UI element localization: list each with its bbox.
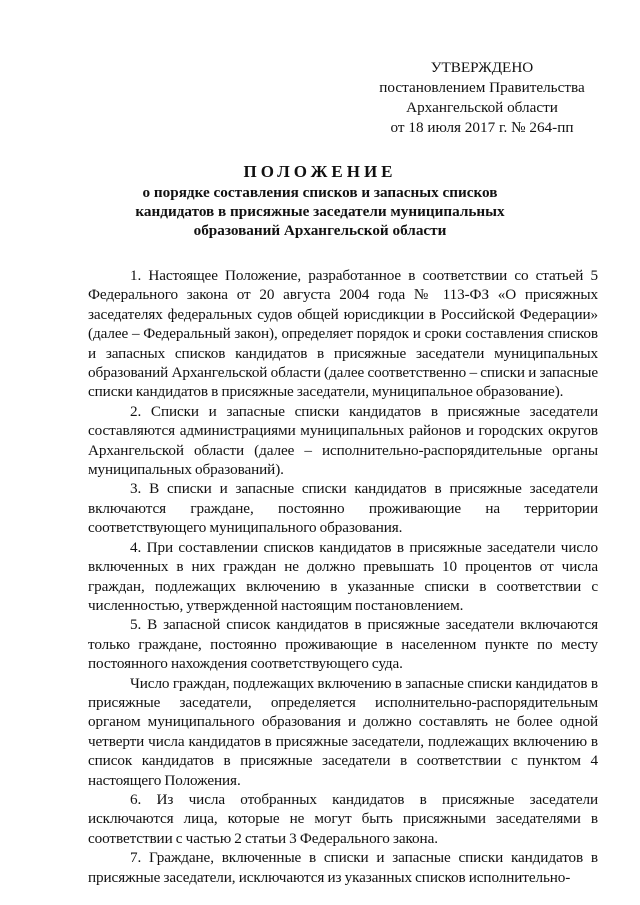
paragraph-5: 5. В запасной список кандидатов в присяжные заседатели включаются только граждане, постоянно проживающие в населенном пункте по месту постоянного нахождения соответствующего суда. [88, 616, 598, 673]
document-subtitle-line-2: кандидатов в присяжные заседатели муниципальных [135, 203, 505, 220]
paragraph-3: 3. В списки и запасные списки кандидатов в присяжные заседатели включаются граждане, постоянно проживающие на территории соответствующего муниципального образования. [88, 480, 598, 537]
paragraph-6: 6. Из числа отобранных кандидатов в присяжные заседатели исключаются лица, которые не могут быть присяжными заседателями в соответствии с частью 2 статьи 3 Федерального закона. [88, 790, 598, 847]
document-subtitle-line-1: о порядке составления списков и запасных списков [142, 184, 498, 201]
approval-heading: УТВЕРЖДЕНО [430, 59, 534, 76]
approval-region: Архангельской области [406, 99, 558, 116]
paragraph-5-continued: Число граждан, подлежащих включению в запасные списки кандидатов в присяжные заседатели, определяется исполнительно-распорядительным органом муниципального образования и должно составлять не более одной четверти числа кандидатов в присяжные заседатели, подлежащих включению в список кандидатов в присяжные заседатели в соответствии с пунктом 4 настоящего Положения. [88, 674, 598, 789]
approval-date-number: от 18 июля 2017 г. № 264-пп [390, 119, 574, 136]
paragraph-4: 4. При составлении списков кандидатов в присяжные заседатели число включенных в них граждан не должно превышать 10 процентов от числа граждан, подлежащих включению в указанные списки в соответствии с численностью, утвержденной настоящим постановлением. [88, 538, 598, 614]
approval-issuer: постановлением Правительства [379, 79, 585, 96]
paragraph-2: 2. Списки и запасные списки кандидатов в присяжные заседатели составляются администрациями муниципальных районов и городских округов Архангельской области (далее – исполнительно-распорядительные органы муниципальных образований). [88, 402, 598, 479]
document-body [88, 266, 598, 887]
approval-stamp [350, 58, 614, 138]
document-title: ПОЛОЖЕНИЕ [243, 162, 397, 181]
paragraph-7: 7. Граждане, включенные в списки и запасные списки кандидатов в присяжные заседатели, исключаются из указанных списков исполнительно- [88, 849, 598, 886]
paragraph-1: 1. Настоящее Положение, разработанное в соответствии со статьей 5 Федерального закона от 20 августа 2004 года № 113-ФЗ «О присяжных заседателях федеральных судов общей юрисдикции в Российской Федерации» (далее – Федеральный закон), определяет порядок и сроки составления списков и запасных списков кандидатов в присяжные заседатели муниципальных образований Архангельской области (далее соответственно – списки и запасные списки кандидатов в присяжные заседатели, муниципальное образование). [88, 267, 598, 401]
document-title-block [0, 161, 640, 240]
document-subtitle-line-3: образований Архангельской области [193, 222, 447, 239]
